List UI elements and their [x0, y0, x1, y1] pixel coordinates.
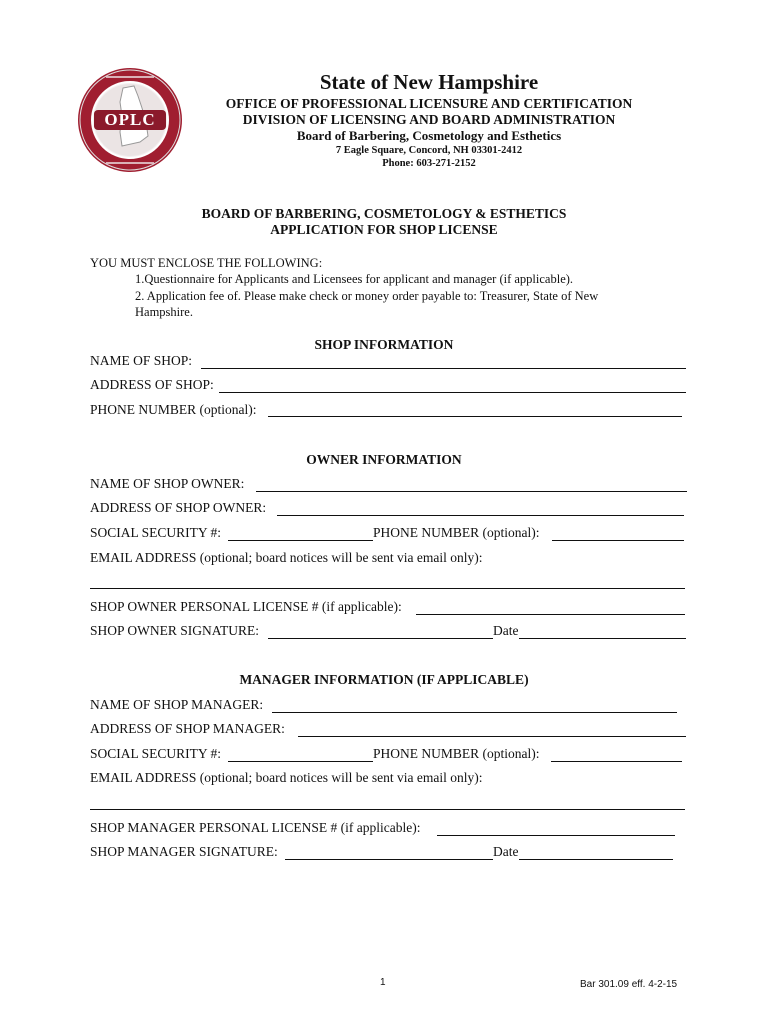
shop-phone-field[interactable]: [268, 416, 682, 417]
state-title: State of New Hampshire: [319, 70, 539, 94]
manager-name-field[interactable]: [272, 712, 677, 713]
manager-signature-label: SHOP MANAGER SIGNATURE:: [90, 844, 278, 859]
shop-name-label: NAME OF SHOP:: [90, 353, 193, 368]
enclose-item-2: 2. Application fee of. Please make check or money order payable to: Treasurer, State of New: [135, 289, 599, 303]
owner-date-label: Date: [493, 623, 519, 638]
page-number: 1: [380, 977, 386, 988]
manager-license-field[interactable]: [437, 835, 675, 836]
manager-date-label: Date: [493, 844, 519, 859]
board-name: Board of Barbering, Cosmetology and Esthetics: [296, 128, 562, 143]
manager-signature-field[interactable]: [285, 859, 493, 860]
form-title-line1: BOARD OF BARBERING, COSMETOLOGY & ESTHETICS: [201, 206, 567, 221]
owner-phone-field[interactable]: [552, 540, 684, 541]
owner-email-label: EMAIL ADDRESS (optional; board notices will be sent via email only):: [90, 550, 483, 565]
manager-license-label: SHOP MANAGER PERSONAL LICENSE # (if applicable):: [90, 820, 421, 835]
owner-signature-label: SHOP OWNER SIGNATURE:: [90, 623, 260, 638]
shop-name-field[interactable]: [201, 368, 686, 369]
shop-address-field[interactable]: [219, 392, 686, 393]
board-address: 7 Eagle Square, Concord, NH 03301-2412: [335, 145, 523, 156]
division-name: DIVISION OF LICENSING AND BOARD ADMINISTRATION: [242, 112, 616, 127]
seal-text: OPLC: [104, 110, 156, 129]
office-name: OFFICE OF PROFESSIONAL LICENSURE AND CERTIFICATION: [225, 96, 633, 111]
owner-date-field[interactable]: [519, 638, 686, 639]
owner-email-field[interactable]: [90, 588, 685, 589]
manager-name-label: NAME OF SHOP MANAGER:: [90, 697, 264, 712]
owner-ssn-field[interactable]: [228, 540, 373, 541]
manager-address-field[interactable]: [298, 736, 686, 737]
owner-info-heading: OWNER INFORMATION: [306, 452, 462, 467]
manager-ssn-label: SOCIAL SECURITY #:: [90, 746, 222, 761]
oplc-seal-logo: [76, 66, 184, 174]
owner-name-field[interactable]: [256, 491, 687, 492]
form-title-line2: APPLICATION FOR SHOP LICENSE: [270, 222, 498, 237]
owner-license-label: SHOP OWNER PERSONAL LICENSE # (if applicable):: [90, 599, 402, 614]
manager-email-label: EMAIL ADDRESS (optional; board notices will be sent via email only):: [90, 770, 483, 785]
manager-info-heading: MANAGER INFORMATION (IF APPLICABLE): [239, 672, 529, 687]
shop-info-heading: SHOP INFORMATION: [314, 337, 454, 352]
manager-address-label: ADDRESS OF SHOP MANAGER:: [90, 721, 285, 736]
owner-address-label: ADDRESS OF SHOP OWNER:: [90, 500, 267, 515]
shop-phone-label: PHONE NUMBER (optional):: [90, 402, 257, 417]
owner-name-label: NAME OF SHOP OWNER:: [90, 476, 245, 491]
board-phone: Phone: 603-271-2152: [382, 158, 476, 169]
enclose-heading: YOU MUST ENCLOSE THE FOLLOWING:: [90, 256, 323, 270]
manager-ssn-field[interactable]: [228, 761, 373, 762]
manager-phone-field[interactable]: [551, 761, 682, 762]
manager-phone-label: PHONE NUMBER (optional):: [373, 746, 540, 761]
shop-address-label: ADDRESS OF SHOP:: [90, 377, 214, 392]
enclose-item-1: 1.Questionnaire for Applicants and Licensees for applicant and manager (if applicable).: [135, 272, 574, 286]
form-reference: Bar 301.09 eff. 4-2-15: [580, 979, 678, 990]
owner-phone-label: PHONE NUMBER (optional):: [373, 525, 540, 540]
manager-date-field[interactable]: [519, 859, 673, 860]
owner-license-field[interactable]: [416, 614, 685, 615]
enclose-item-2-cont: Hampshire.: [135, 305, 193, 319]
owner-ssn-label: SOCIAL SECURITY #:: [90, 525, 222, 540]
manager-email-field[interactable]: [90, 809, 685, 810]
owner-signature-field[interactable]: [268, 638, 493, 639]
owner-address-field[interactable]: [277, 515, 684, 516]
